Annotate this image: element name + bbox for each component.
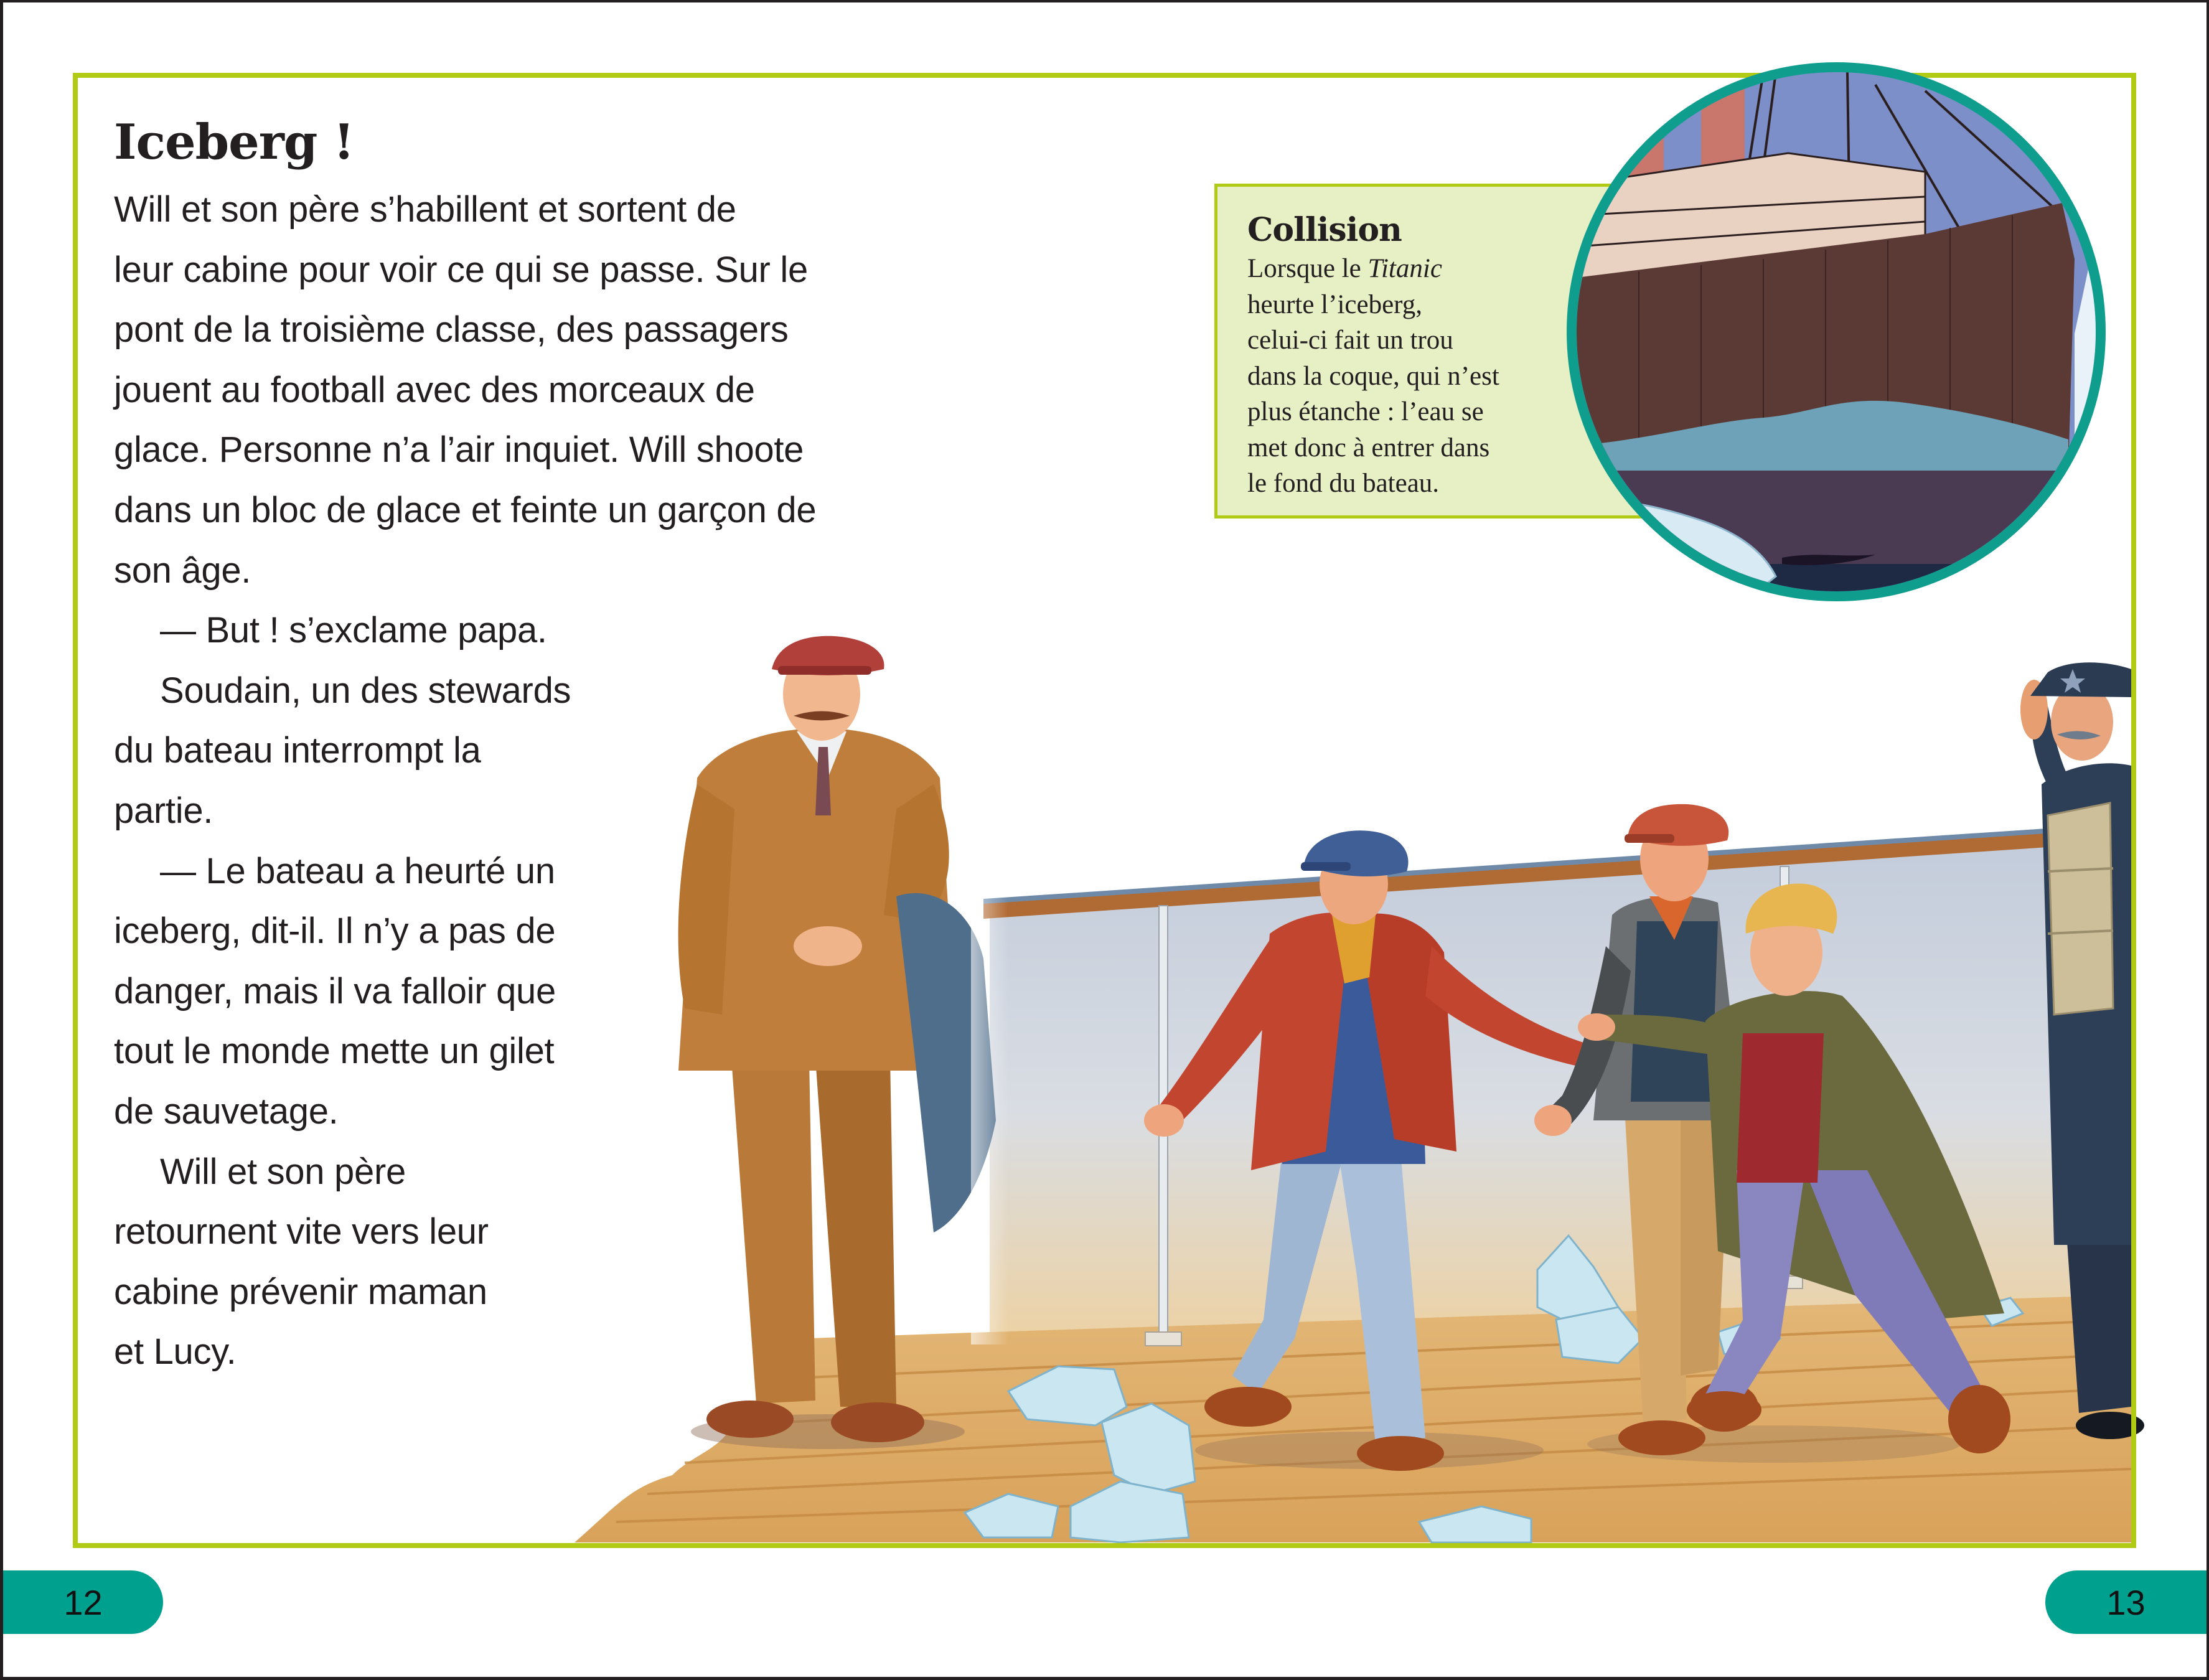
story-line: glace. Personne n’a l’air inquiet. Will shoote — [114, 429, 804, 471]
story-line: retournent vite vers leur — [114, 1211, 489, 1252]
story-line: tout le monde mette un gilet — [114, 1031, 555, 1072]
sidebar-line: celui-ci fait un trou — [1247, 326, 1453, 355]
story-line: — But ! s’exclame papa. — [160, 610, 547, 651]
sidebar-line: le fond du bateau. — [1247, 469, 1440, 498]
sidebar-line: plus étanche : l’eau se — [1247, 397, 1484, 426]
ship-name: Titanic — [1367, 254, 1442, 283]
titanic-iceberg-scene — [1577, 72, 2096, 591]
sidebar-body — [1247, 251, 1499, 502]
story-line: cabine prévenir maman — [114, 1271, 487, 1312]
story-line: — Le bateau a heurté un — [160, 850, 555, 891]
story-line: danger, mais il va falloir que — [114, 970, 556, 1011]
story-line: de sauvetage. — [114, 1091, 339, 1132]
collision-inset-illustration — [1567, 62, 2106, 601]
sidebar-line: met donc à entrer dans — [1247, 433, 1490, 462]
story-line: Will et son père s’habillent et sortent de — [114, 189, 736, 230]
story-line: pont de la troisième classe, des passagers — [114, 309, 789, 350]
story-body — [114, 180, 816, 1382]
story-line: Will et son père — [160, 1151, 406, 1192]
page-number-left: 12 — [3, 1570, 163, 1634]
story-heading: Iceberg ! — [114, 114, 354, 171]
sidebar-line: dans la coque, qui n’est — [1247, 361, 1499, 391]
sidebar-line: heurte l’iceberg, — [1247, 289, 1422, 319]
story-line: iceberg, dit-il. Il n’y a pas de — [114, 911, 556, 952]
story-line: dans un bloc de glace et feinte un garçon de — [114, 489, 817, 530]
story-line: leur cabine pour voir ce qui se passe. Sur le — [114, 249, 808, 290]
sidebar-line: Lorsque le Titanic — [1247, 254, 1442, 283]
story-line: son âge. — [114, 550, 251, 591]
story-line: du bateau interrompt la — [114, 730, 481, 771]
page-number-right: 13 — [2045, 1570, 2207, 1634]
story-line: partie. — [114, 790, 213, 831]
story-line: jouent au football avec des morceaux de — [114, 369, 755, 410]
story-line: Soudain, un des stewards — [160, 670, 571, 711]
story-line: et Lucy. — [114, 1331, 237, 1373]
sidebar-title: Collision — [1247, 211, 1402, 249]
